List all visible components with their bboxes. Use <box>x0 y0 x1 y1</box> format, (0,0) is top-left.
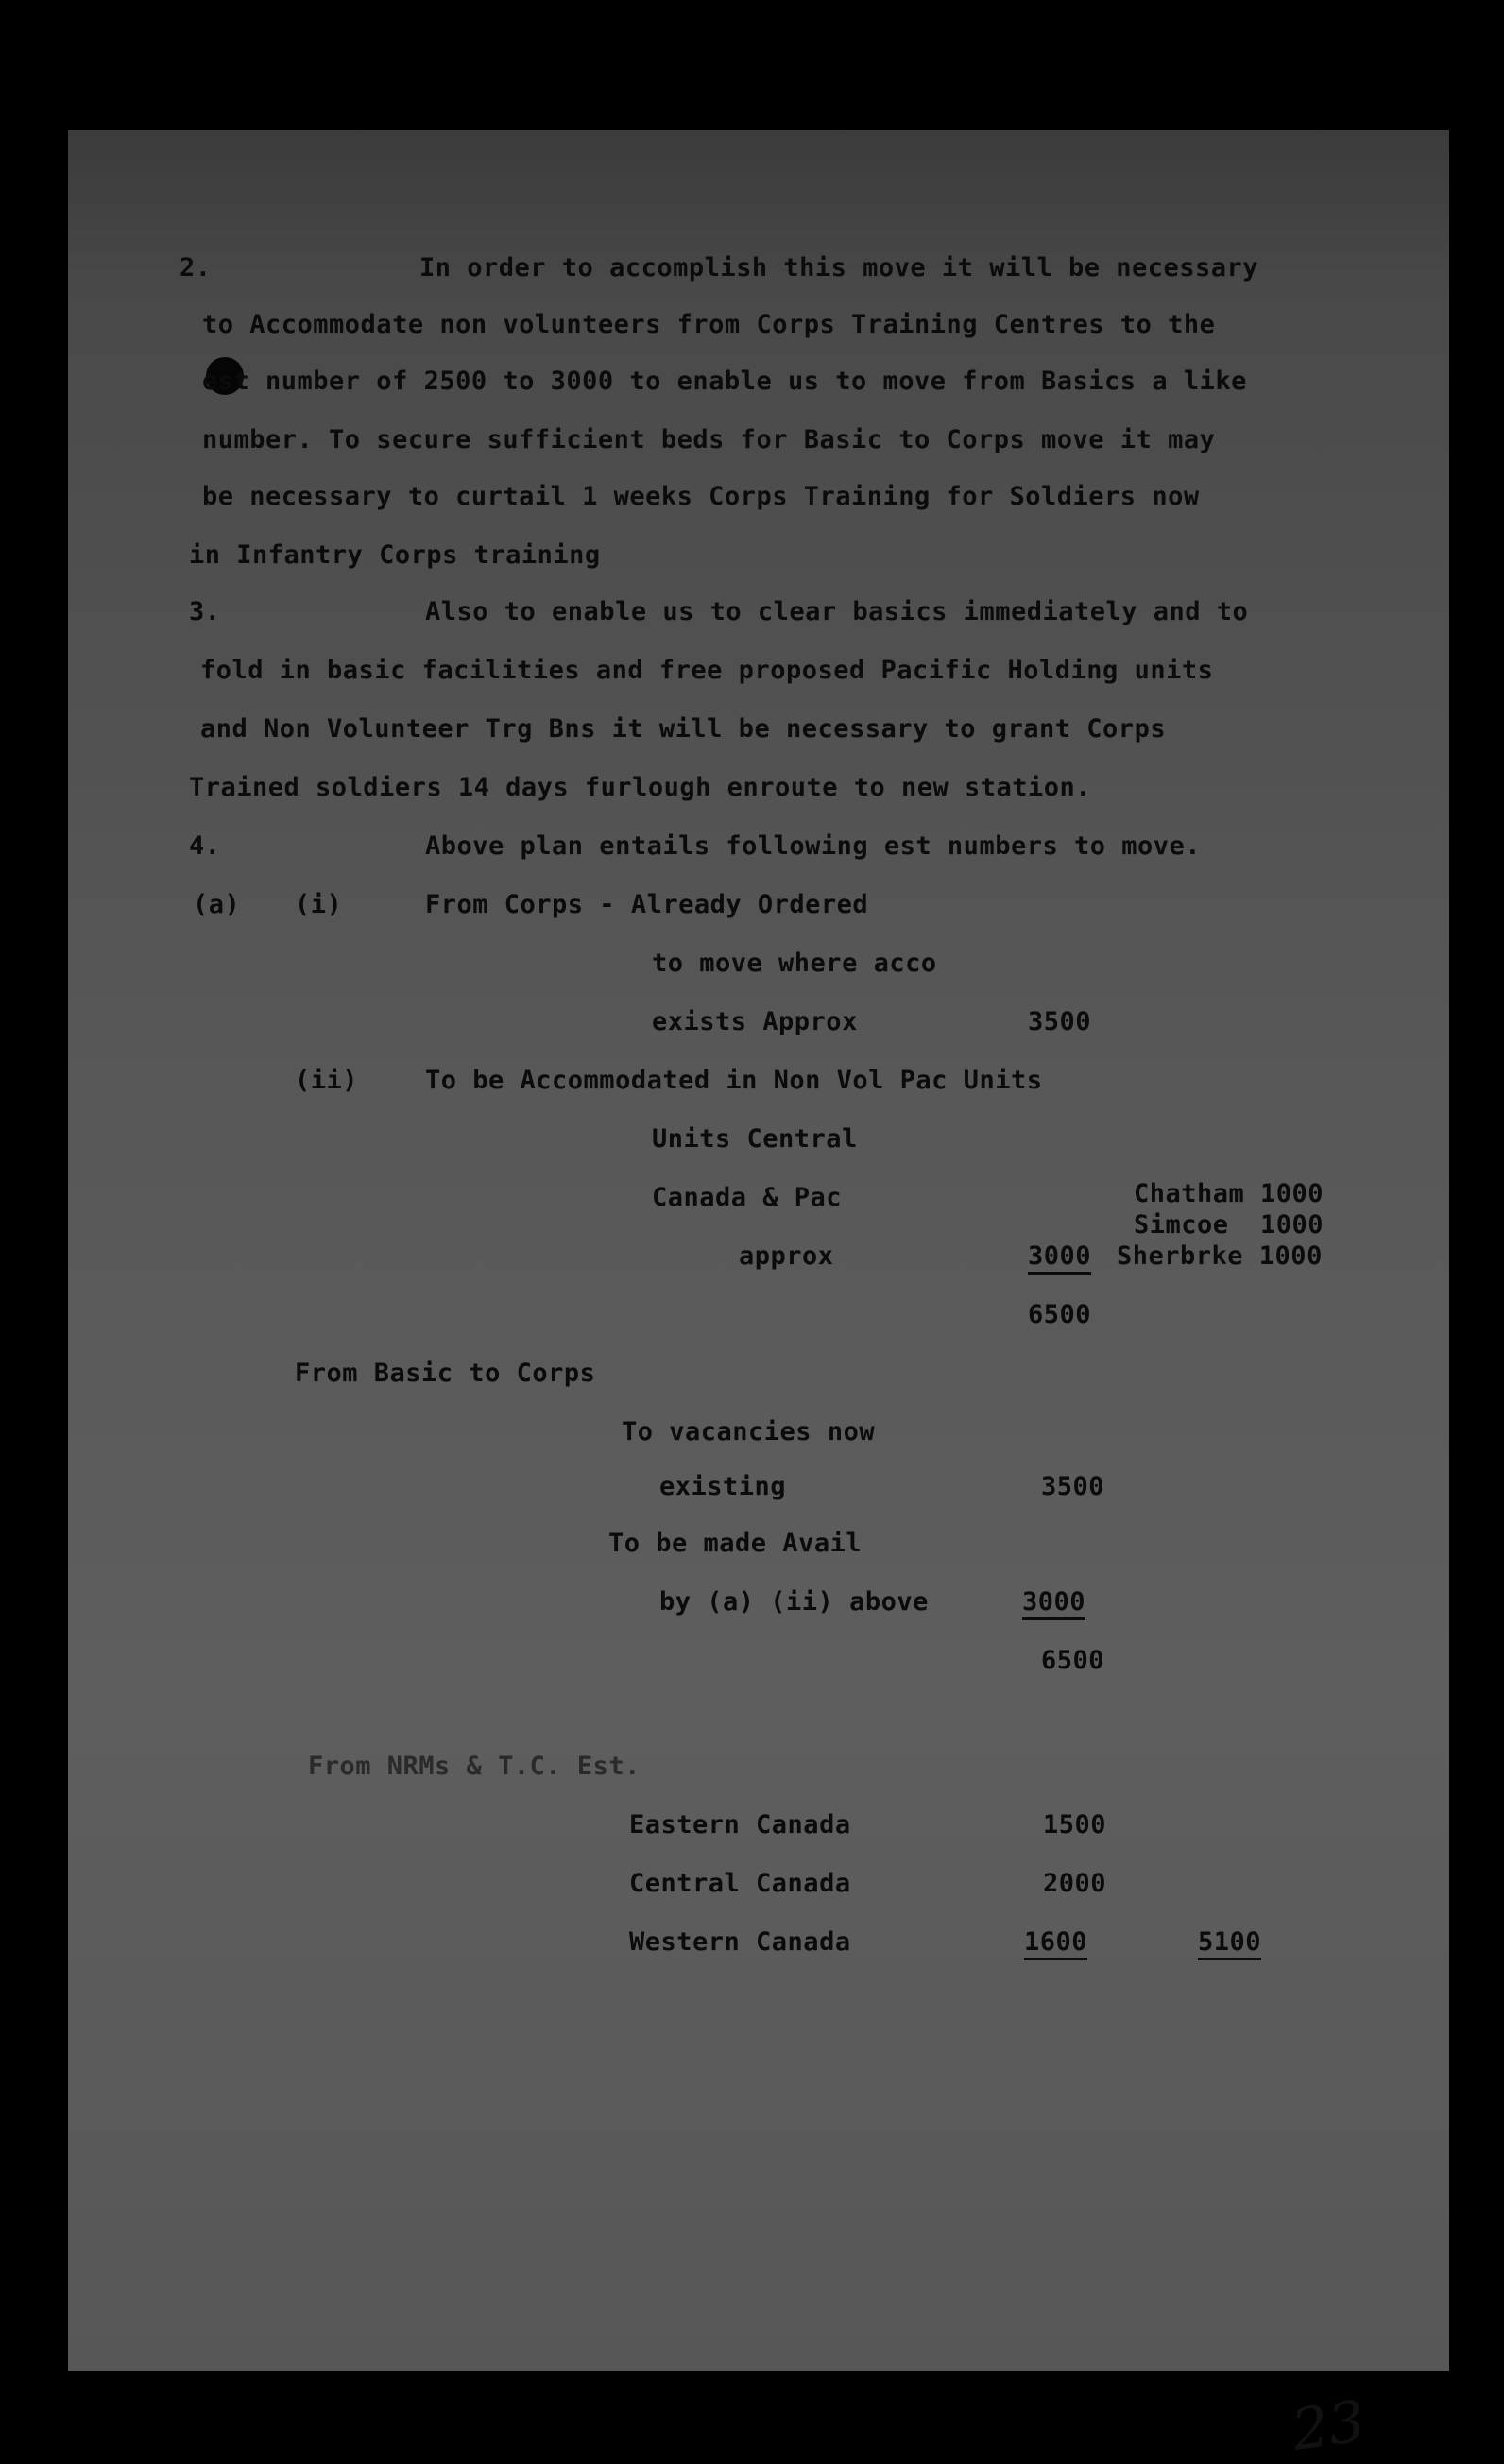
section-a-i-label: (i) <box>295 890 343 919</box>
page-number: 23 <box>1288 2388 1369 2464</box>
para2-line-1: In order to accomplish this move it will be necessary <box>419 253 1259 282</box>
basic-to-corps-heading: From Basic to Corps <box>295 1359 596 1388</box>
basic-to-corps-line-4: by (a) (ii) above <box>659 1587 929 1617</box>
nrms-row-central-value: 2000 <box>1043 1869 1107 1898</box>
section-a-ii-line-2: Units Central <box>652 1124 858 1154</box>
nrms-row-western-value: 1600 <box>1024 1927 1087 1960</box>
basic-to-corps-total: 6500 <box>1041 1646 1105 1675</box>
para3-line-3: and Non Volunteer Trg Bns it will be necessary to grant Corps <box>200 714 1167 744</box>
para2-line-3: est number of 2500 to 3000 to enable us to move from Basics a like <box>202 367 1247 396</box>
section-a-ii-label: (ii) <box>295 1066 359 1095</box>
section-a-ii-line-3: Canada & Pac <box>652 1183 843 1212</box>
para2-line-5: be necessary to curtail 1 weeks Corps Training for Soldiers now <box>202 482 1200 511</box>
section-a-i-line-1: From Corps - Already Ordered <box>425 890 869 919</box>
para3-line-4: Trained soldiers 14 days furlough enroute to new station. <box>189 773 1092 802</box>
section-a-i-line-2: to move where acco <box>652 949 937 978</box>
section-a-ii-line-4: approx <box>739 1241 834 1271</box>
section-a-ii-value: 3000 <box>1028 1241 1091 1275</box>
para2-line-4: number. To secure sufficient beds for Basic to Corps move it may <box>202 425 1216 454</box>
basic-to-corps-line-3: To be made Avail <box>608 1529 863 1558</box>
section-a-total: 6500 <box>1028 1300 1092 1329</box>
side-note-chatham: Chatham 1000 <box>1134 1179 1325 1208</box>
nrms-row-eastern-label: Eastern Canada <box>629 1810 851 1839</box>
basic-to-corps-line-1: To vacancies now <box>622 1417 876 1446</box>
para2-number: 2. <box>179 253 212 282</box>
para2-line-6: in Infantry Corps training <box>189 540 601 570</box>
side-note-sherbrooke: Sherbrke 1000 <box>1117 1241 1323 1271</box>
nrms-row-eastern-value: 1500 <box>1043 1810 1107 1839</box>
para2-line-2: to Accommodate non volunteers from Corps Training Centres to the <box>202 310 1216 339</box>
nrms-row-central-label: Central Canada <box>629 1869 851 1898</box>
document-page <box>68 130 1449 2464</box>
para4-text: Above plan entails following est numbers to move. <box>425 831 1202 861</box>
side-note-simcoe: Simcoe 1000 <box>1134 1210 1325 1240</box>
nrms-row-western-label: Western Canada <box>629 1927 851 1957</box>
para3-line-1: Also to enable us to clear basics immediately and to <box>425 597 1249 626</box>
section-a-i-line-3: exists Approx <box>652 1007 858 1036</box>
basic-to-corps-value-1: 3500 <box>1041 1472 1105 1501</box>
section-a-i-value: 3500 <box>1028 1007 1092 1036</box>
section-a-ii-line-1: To be Accommodated in Non Vol Pac Units <box>425 1066 1043 1095</box>
nrms-total: 5100 <box>1198 1927 1261 1960</box>
para3-line-2: fold in basic facilities and free proposed Pacific Holding units <box>200 656 1214 685</box>
section-a-label: (a) <box>193 890 241 919</box>
basic-to-corps-value-2: 3000 <box>1022 1587 1085 1620</box>
basic-to-corps-line-2: existing <box>659 1472 787 1501</box>
nrms-heading: From NRMs & T.C. Est. <box>308 1752 641 1781</box>
para3-number: 3. <box>189 597 221 626</box>
para4-number: 4. <box>189 831 221 861</box>
